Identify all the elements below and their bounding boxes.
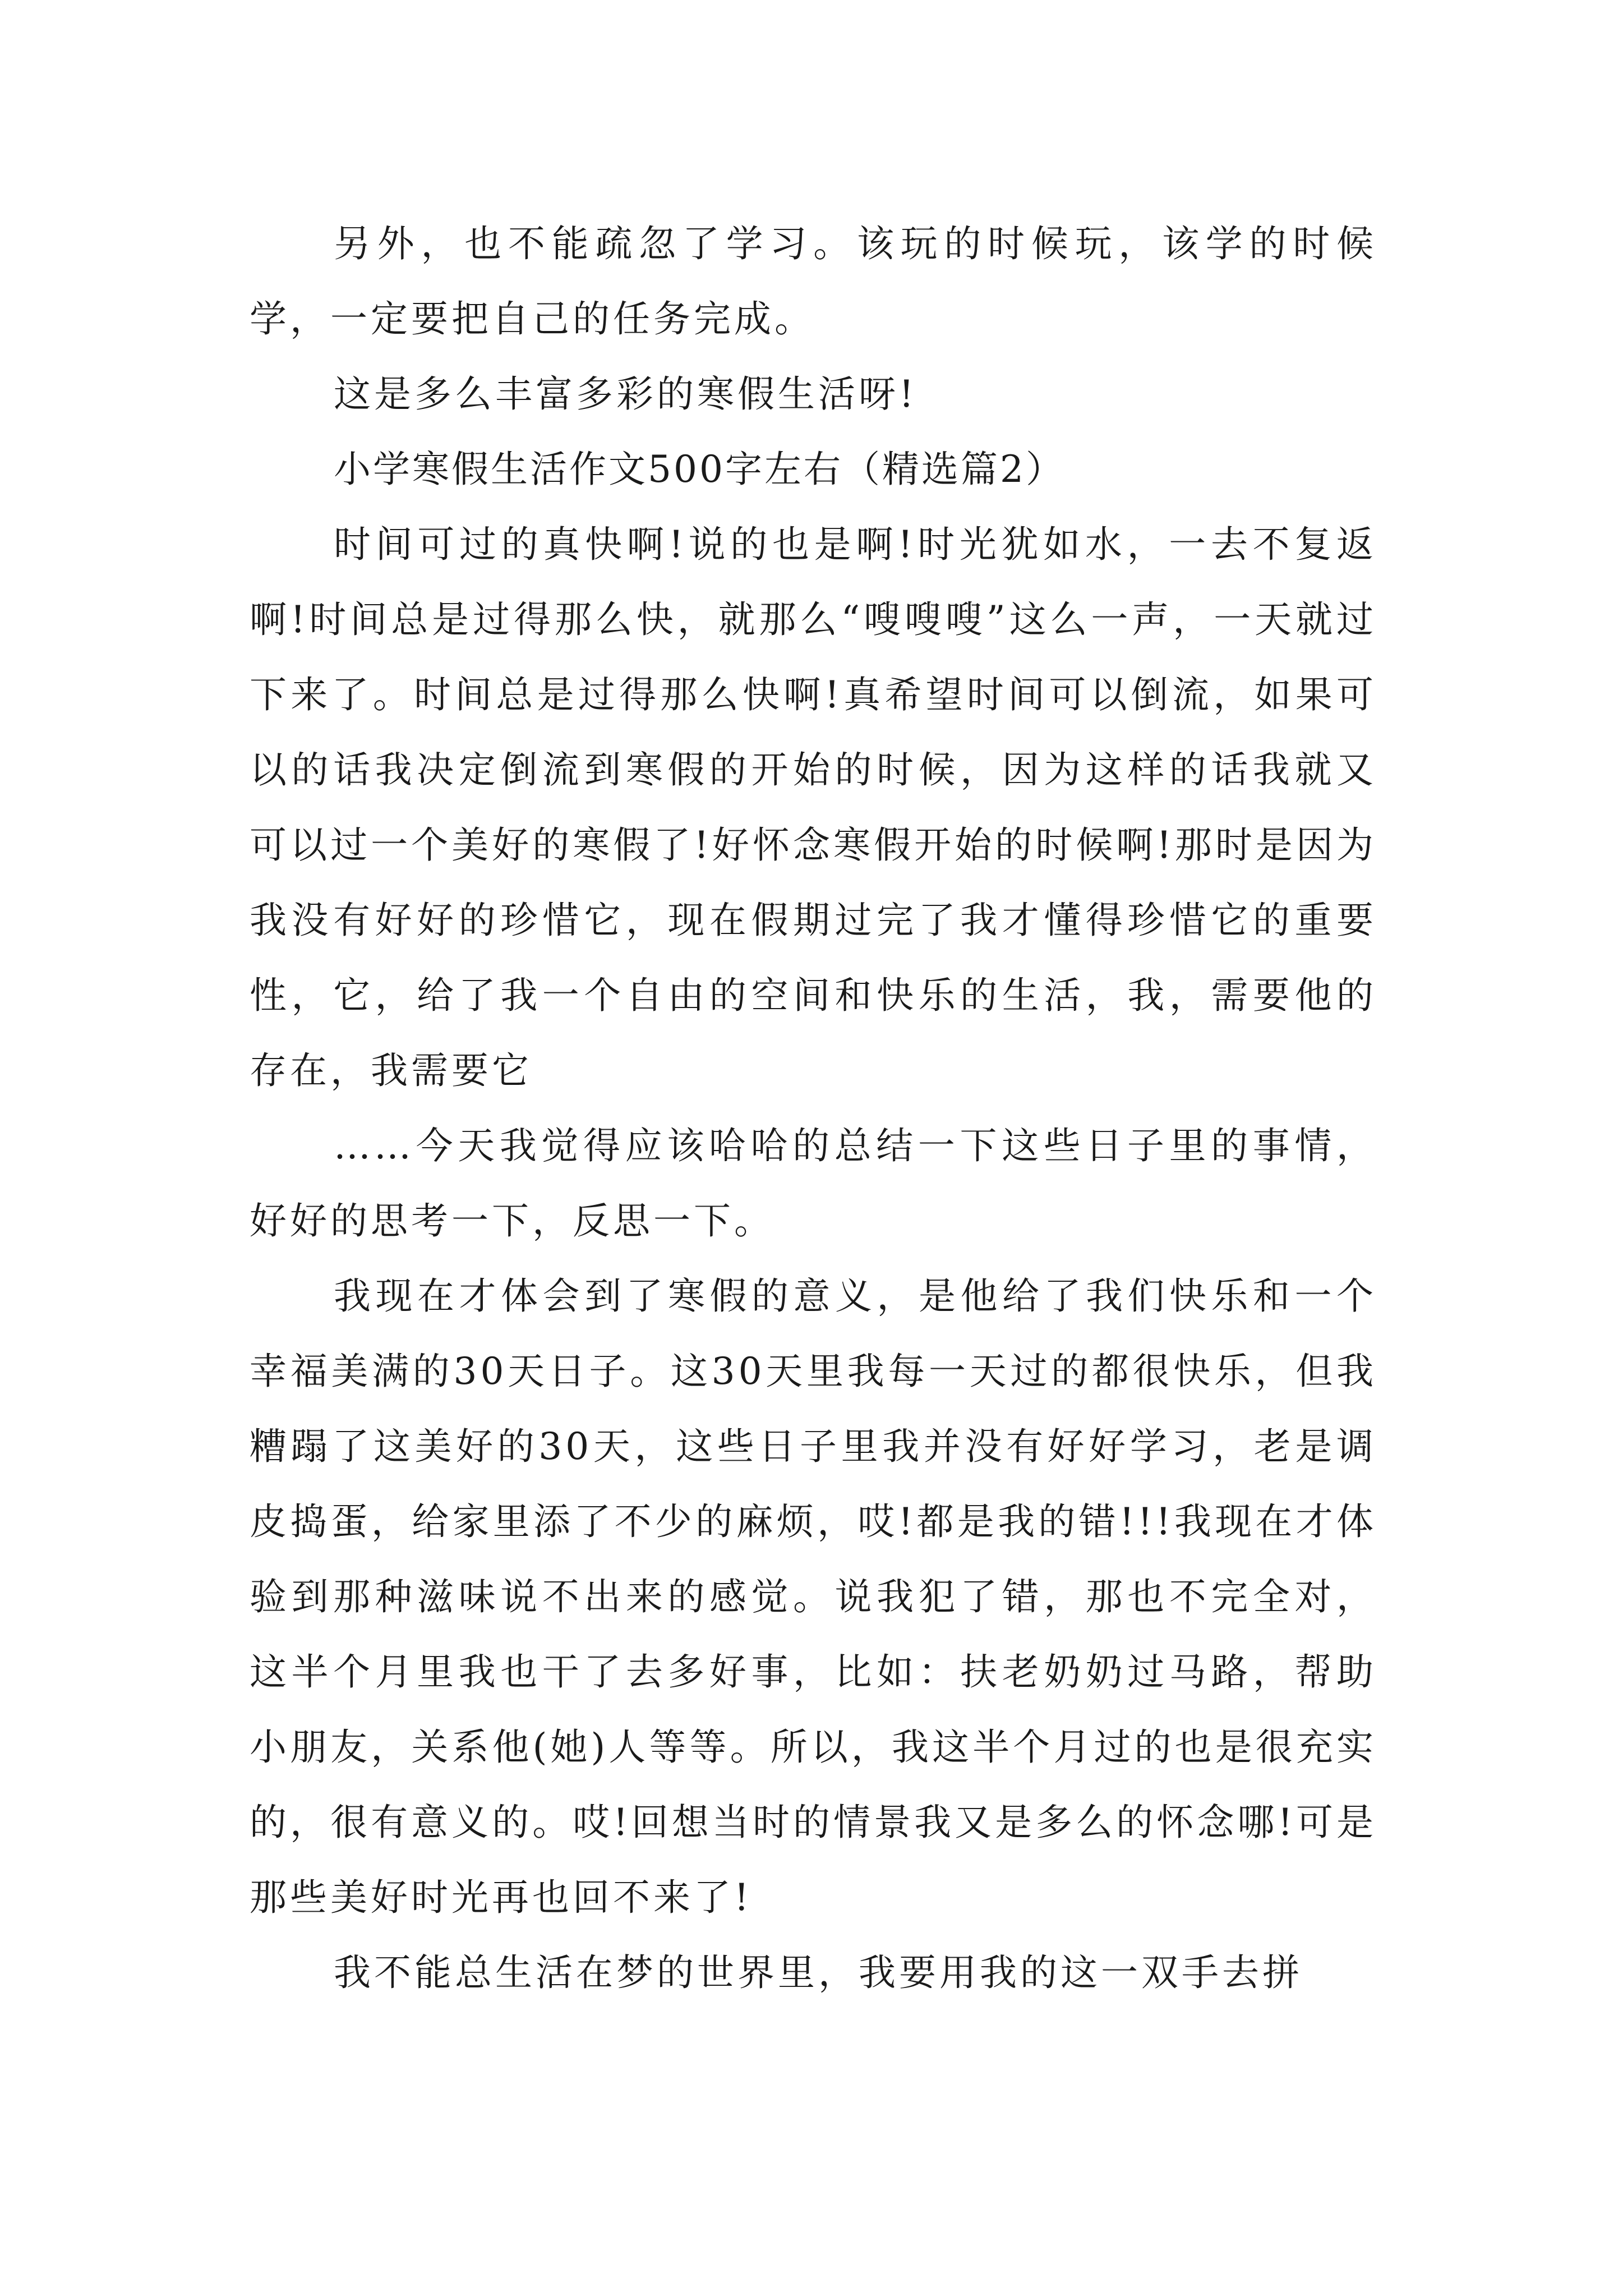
paragraph-dream-world: 我不能总生活在梦的世界里，我要用我的这一双手去拼 [334,1951,1303,1994]
paragraph-summary: ……今天我觉得应该哈哈的总结一下这些日子里的事情，好好的思考一下，反思一下。 [250,1124,1377,1243]
paragraph-time-flies: 时间可过的真快啊!说的也是啊!时光犹如水，一去不复返啊!时间总是过得那么快，就那么“嗖嗖嗖”这么一声，一天就过下来了。时间总是过得那么快啊!真希望时间可以倒流，如果可以的话我决定倒流到寒假的开始的时候，因为这样的话我就又可以过一个美好的寒假了!好怀念寒假开始的时候啊!那时是因为我没有好好的珍惜它，现在假期过完了我才懂得珍惜它的重要性，它，给了我一个自由的空间和快乐的生活，我，需要他的存在，我需要它 [250,523,1377,1092]
document-body [250,206,1377,2010]
section-heading: 小学寒假生活作文500字左右（精选篇2） [334,448,1065,491]
paragraph-meaning: 我现在才体会到了寒假的意义，是他给了我们快乐和一个幸福美满的30天日子。这30天里我每一天过的都很快乐，但我糟蹋了这美好的30天，这些日子里我并没有好好学习，老是调皮捣蛋，给家里添了不少的麻烦，哎!都是我的错!!!我现在才体验到那种滋味说不出来的感觉。说我犯了错，那也不完全对，这半个月里我也干了去多好事，比如：扶老奶奶过马路，帮助小朋友，关系他(她)人等等。所以，我这半个月过的也是很充实的，很有意义的。哎!回想当时的情景我又是多么的怀念哪!可是那些美好时光再也回不来了! [250,1274,1377,1919]
paragraph-study-reminder: 另外，也不能疏忽了学习。该玩的时候玩，该学的时候学，一定要把自己的任务完成。 [250,222,1377,341]
paragraph-colorful-life: 这是多么丰富多彩的寒假生活呀! [334,372,917,416]
